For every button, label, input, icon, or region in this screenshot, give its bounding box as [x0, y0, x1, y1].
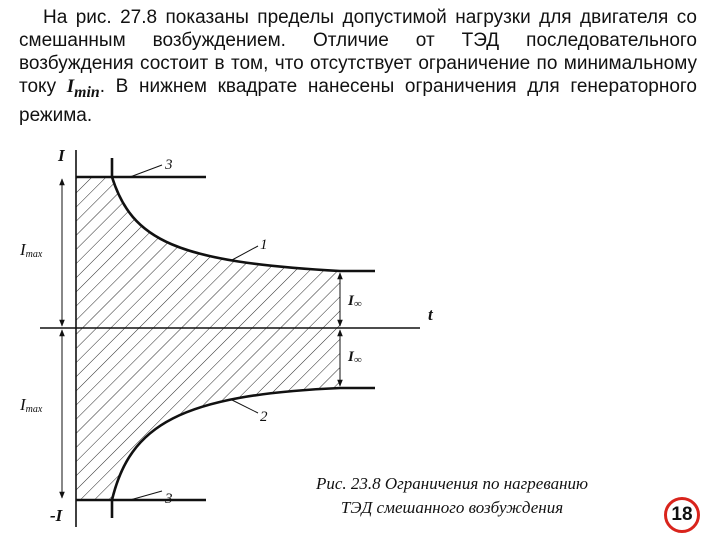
axis-top-label: I: [58, 146, 65, 165]
caption-line-1: Рис. 23.8 Ограничения по нагреванию: [315, 474, 589, 493]
page-number-badge: 18: [664, 497, 700, 533]
i-inf-top-label: I∞: [348, 293, 362, 310]
i-min-symbol: $I_{min}$: [66, 76, 100, 101]
upper-hatched-region: [76, 177, 340, 328]
axis-bottom-label: -I: [50, 506, 63, 525]
paragraph-text-before: На рис. 27.8 показаны пределы допустимой нагрузки для двигателя со смешанным возбуждением. Отличие от ТЭД последовательного возбуждения состоит в том, что отсутствует ограничение по минимальному току: [19, 7, 697, 97]
curve-label-bottom-3: 3: [165, 491, 173, 507]
axis-right-label: t: [428, 305, 433, 324]
leader-curve-1: [232, 246, 258, 260]
curve-label-1: 1: [260, 237, 268, 253]
figure-caption: [262, 472, 642, 520]
curve-label-top-3: 3: [165, 157, 173, 173]
imax-bottom-label: Imax: [20, 395, 43, 415]
i-inf-bottom-label: I∞: [348, 349, 362, 366]
curve-label-2: 2: [260, 409, 268, 425]
leader-top-3: [130, 165, 162, 177]
caption-line-2: ТЭД смешанного возбуждения: [340, 498, 564, 517]
leader-bottom-3: [130, 491, 162, 500]
imax-top-label: Imax: [20, 240, 43, 260]
paragraph-text-after: . В нижнем квадрате нанесены ограничения для генераторного режима.: [19, 76, 697, 126]
leader-curve-2: [232, 400, 258, 413]
